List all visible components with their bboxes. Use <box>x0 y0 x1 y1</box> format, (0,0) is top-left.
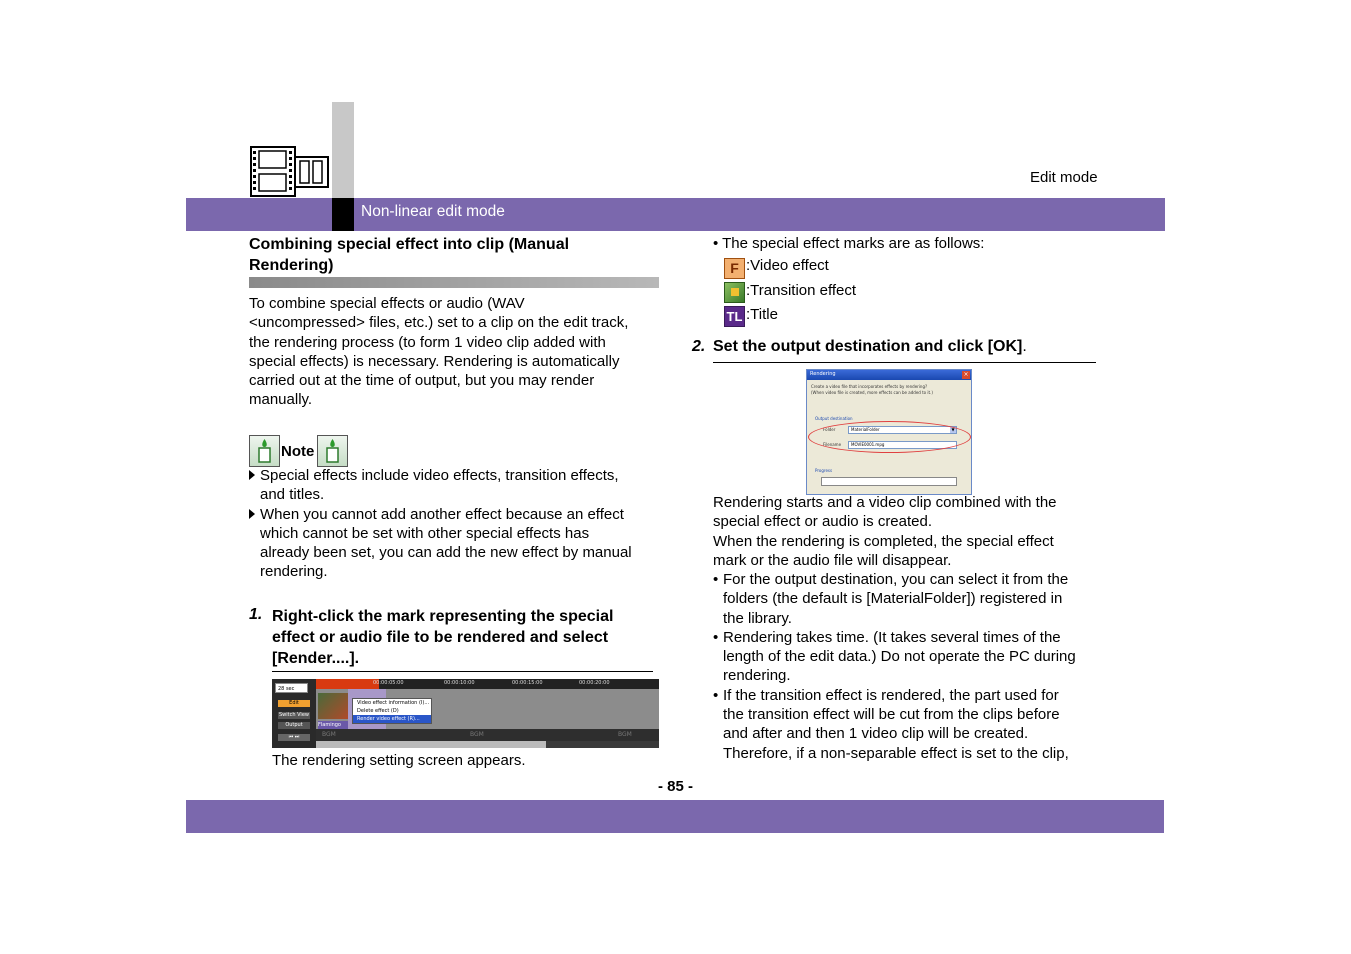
note-icon <box>249 435 280 467</box>
list-item: • Rendering takes time. (It takes several times of the length of the edit data.) Do not operate the PC during rendering. <box>713 628 1076 685</box>
bgm-label: BGM <box>322 731 336 738</box>
triangle-bullet-icon <box>249 470 255 480</box>
ruler-label: 00:00:10:00 <box>444 680 475 686</box>
playback-buttons[interactable]: ⏮ ⏭ <box>278 734 310 741</box>
mark-label: :Title <box>746 306 778 323</box>
title-icon: TL <box>724 306 745 327</box>
menu-item-effect-info[interactable]: Video effect information (I)... <box>357 700 430 706</box>
chevron-down-icon[interactable]: ▼ <box>951 427 955 432</box>
mark-label: :Video effect <box>746 257 829 274</box>
menu-item-delete-effect[interactable]: Delete effect (D) <box>357 708 399 714</box>
transition-effect-icon <box>724 282 745 303</box>
horizontal-scrollbar[interactable] <box>316 741 546 748</box>
dialog-message: Create a video file that incorporates effects by rendering? (When video file is created, more effects can be added to it.) <box>811 384 933 395</box>
timeline-screenshot <box>272 679 659 748</box>
step1-rule <box>272 671 653 672</box>
section-heading: Combining special effect into clip (Manual Rendering) <box>249 236 570 274</box>
time-field[interactable]: 28 sec <box>275 683 308 693</box>
menu-item-render[interactable]: Render video effect (R)... <box>353 715 431 723</box>
dialog-title: Rendering <box>810 371 836 377</box>
context-menu <box>352 698 432 724</box>
page-number: - 85 - <box>657 778 693 795</box>
highlight-ellipse <box>808 421 971 453</box>
folder-select[interactable]: MaterialFolder ▼ <box>848 426 957 434</box>
clip-thumbnail[interactable] <box>318 693 348 719</box>
progress-bar <box>821 477 957 486</box>
step1-number: 1. <box>249 606 263 623</box>
progress-group-label: Progress <box>815 468 833 473</box>
bullet-icon: • <box>713 686 719 704</box>
close-icon[interactable]: × <box>963 371 969 378</box>
step2-heading: Set the output destination and click [OK]. <box>713 338 1027 355</box>
rendering-dialog <box>806 369 972 495</box>
note-list <box>249 466 669 582</box>
list-item: • For the output destination, you can select it from the folders (the default is [MaterialFolder]) registered in the library. <box>713 571 1069 627</box>
ruler-label: 00:00:20:00 <box>579 680 610 686</box>
switch-view-button[interactable]: Switch View <box>279 712 309 718</box>
output-group-label: Output destination <box>815 416 853 421</box>
page-section-title: Edit mode <box>1030 169 1098 186</box>
result-paragraph: Rendering starts and a video clip combined with the special effect or audio is created. When the rendering is completed, the special effect mark or the audio file will disappear. <box>713 494 1057 569</box>
bgm-track <box>316 729 659 741</box>
list-item: • If the transition effect is rendered, the part used for the transition effect will be cut from the clips before and after and then 1 video clip will be created. Therefore, if a non-separable effect is set to the clip, <box>713 686 1069 762</box>
ruler-label: 00:00:05:00 <box>373 680 404 686</box>
output-button[interactable]: Output <box>278 722 310 729</box>
heading-underline <box>249 277 659 288</box>
folder-label: Folder <box>823 427 836 432</box>
film-strip-logo <box>250 146 330 198</box>
video-effect-icon: F <box>724 258 745 279</box>
marks-intro: • The special effect marks are as follows: <box>713 235 985 252</box>
triangle-bullet-icon <box>249 509 255 519</box>
step1-result: The rendering setting screen appears. <box>272 752 526 769</box>
footer-band <box>186 800 1164 833</box>
step1-text: Right-click the mark representing the special effect or audio file to be rendered and select [Render....]. <box>272 608 614 667</box>
ruler-label: 00:00:15:00 <box>512 680 543 686</box>
header-band-marker <box>332 198 354 231</box>
notes-list <box>713 570 1113 763</box>
note-icon-right <box>317 435 348 467</box>
bullet-icon: • <box>713 628 719 646</box>
ruler-highlight <box>316 679 379 689</box>
bgm-label: BGM <box>470 731 484 738</box>
bgm-label: BGM <box>618 731 632 738</box>
step2-number: 2. <box>692 338 706 355</box>
edit-button[interactable]: Edit <box>278 700 310 707</box>
list-item: When you cannot add another effect because an effect which cannot be set with other special effects has already been set, you can add the new effect by manual rendering. <box>249 505 669 582</box>
step2-rule <box>713 362 1096 363</box>
list-item: Special effects include video effects, transition effects, and titles. <box>249 466 669 505</box>
section-label: Non-linear edit mode <box>361 203 505 220</box>
note-label: Note <box>281 443 315 460</box>
intro-paragraph: To combine special effects or audio (WAV <uncompressed> files, etc.) set to a clip on the edit track, the rendering process (to form 1 video clip added with special effects) is necessary. Rendering is automatically carried out at the time of output, but you may render manually. <box>249 295 629 409</box>
mark-label: :Transition effect <box>746 282 857 299</box>
filename-input[interactable]: MOVIE0001.mpg <box>848 441 957 449</box>
bullet-icon: • <box>713 571 719 588</box>
filename-label: Filename <box>823 442 842 447</box>
clip-label: Flamingo <box>318 721 348 729</box>
gray-strip <box>332 102 354 198</box>
